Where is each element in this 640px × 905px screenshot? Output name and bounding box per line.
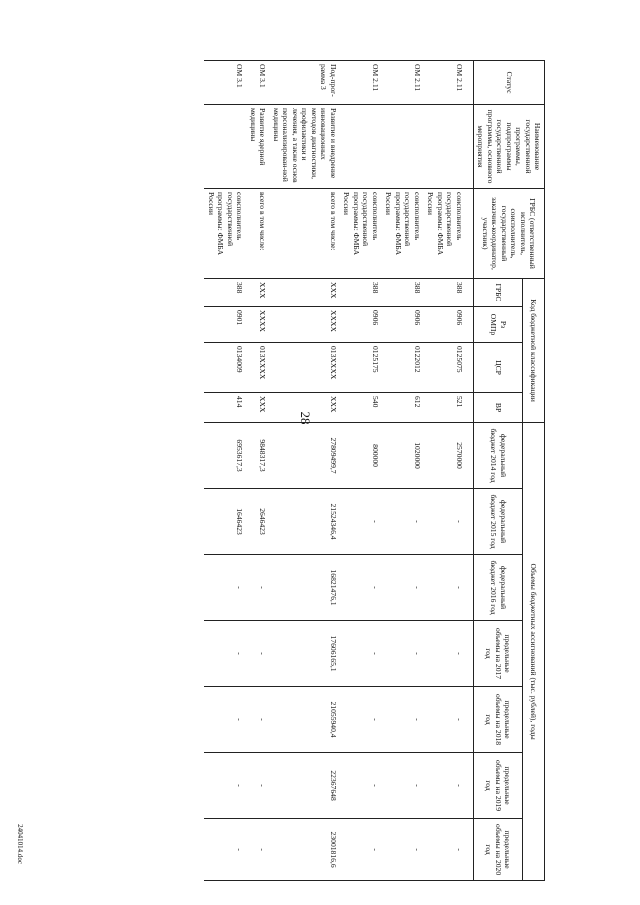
header-grbs: ГРБС (ответственный исполнитель, соисполнитель, государственный заказчик-координатор, участник)	[473, 189, 544, 279]
header-rz: Рз ОМПр	[473, 307, 523, 343]
cell-2017: -	[246, 621, 269, 687]
cell-code: ХХХ	[269, 279, 339, 307]
cell-2015: -	[340, 489, 382, 555]
cell-code: 388	[424, 279, 473, 307]
table-row	[382, 61, 424, 881]
cell-grbs: соисполнитель государственной программы: ФМБА России	[205, 189, 247, 279]
cell-status: ОМ 2.11	[382, 61, 424, 105]
cell-rz: ХХХХ	[246, 307, 269, 343]
table-row	[269, 61, 339, 881]
table-row	[246, 61, 269, 881]
cell-status: ОМ 3.1	[205, 61, 247, 105]
cell-2020: -	[382, 819, 424, 881]
cell-name	[340, 105, 382, 189]
cell-rz: ХХХХ	[269, 307, 339, 343]
cell-code: ХХХ	[246, 279, 269, 307]
cell-grbs: соисполнитель государственной программы: ФМБА России	[382, 189, 424, 279]
cell-2019: 22367648	[269, 753, 339, 819]
cell-2016: -	[246, 555, 269, 621]
cell-2016: -	[382, 555, 424, 621]
cell-2014: 2570000	[424, 423, 473, 489]
cell-2018: -	[382, 687, 424, 753]
cell-name	[424, 105, 473, 189]
cell-csr: 0122012	[382, 343, 424, 393]
cell-2015: 21524346,4	[269, 489, 339, 555]
cell-2017: -	[424, 621, 473, 687]
header-budget-code: Код бюджетной классификации	[523, 279, 545, 423]
cell-2018: -	[205, 687, 247, 753]
header-year-2014: федеральный бюджет 2014 год	[473, 423, 523, 489]
cell-csr: 0125175	[340, 343, 382, 393]
cell-name: Развитие ядерной медицины	[246, 105, 269, 189]
table-row	[424, 61, 473, 881]
cell-grbs: соисполнитель государственной программы: ФМБА России	[340, 189, 382, 279]
header-year-2015: федеральный бюджет 2015 год	[473, 489, 523, 555]
header-status: Статус	[473, 61, 544, 105]
cell-2014: 9848317,3	[246, 423, 269, 489]
cell-2017: -	[205, 621, 247, 687]
cell-2016: -	[424, 555, 473, 621]
cell-grbs: соисполнитель государственной программы: ФМБА России	[424, 189, 473, 279]
cell-csr: 013ХХХХ	[269, 343, 339, 393]
cell-vr: 521	[424, 393, 473, 423]
cell-grbs: всего в том числе:	[246, 189, 269, 279]
cell-2016: 16821476,1	[269, 555, 339, 621]
cell-2017: -	[382, 621, 424, 687]
cell-csr: 013ХХХХ	[246, 343, 269, 393]
cell-rz: 0906	[424, 307, 473, 343]
cell-2020: -	[246, 819, 269, 881]
cell-code: 388	[340, 279, 382, 307]
cell-rz: 0906	[340, 307, 382, 343]
cell-2019: -	[382, 753, 424, 819]
header-csr: ЦСР	[473, 343, 523, 393]
cell-2018: -	[246, 687, 269, 753]
cell-csr: 0134009	[205, 343, 247, 393]
cell-2016: -	[340, 555, 382, 621]
cell-vr: 612	[382, 393, 424, 423]
header-year-2016: федеральный бюджет 2016 год	[473, 555, 523, 621]
table-row	[340, 61, 382, 881]
header-year-2017: предельные объемы на 2017 год	[473, 621, 523, 687]
cell-2018: 21055940,4	[269, 687, 339, 753]
cell-2020: -	[205, 819, 247, 881]
cell-2018: -	[424, 687, 473, 753]
cell-2014: 27809499,7	[269, 423, 339, 489]
header-year-2019: предельные объемы на 2019 год	[473, 753, 523, 819]
cell-2014: 800000	[340, 423, 382, 489]
cell-2015: 2646423	[246, 489, 269, 555]
cell-2015: -	[424, 489, 473, 555]
cell-vr: 540	[340, 393, 382, 423]
cell-2014: 1020000	[382, 423, 424, 489]
cell-code: 388	[382, 279, 424, 307]
cell-name: Развитие и внедрение инновационных методов диагностики, профилактики и лечения, а также основ персонализирован-ной медицины	[269, 105, 339, 189]
header-volumes: Объемы бюджетных ассигнований (тыс. рублей), годы	[523, 423, 545, 881]
cell-2019: -	[246, 753, 269, 819]
cell-name	[205, 105, 247, 189]
table-row	[205, 61, 247, 881]
cell-status: ОМ 3.1	[246, 61, 269, 105]
cell-status: ОМ 2.11	[424, 61, 473, 105]
cell-2015: -	[382, 489, 424, 555]
cell-vr: ХХХ	[269, 393, 339, 423]
cell-status: Под-прог-рамма 3	[269, 61, 339, 105]
page-number: 28	[298, 411, 313, 425]
cell-2018: -	[340, 687, 382, 753]
cell-2017: 17606165,1	[269, 621, 339, 687]
header-year-2020: предельные объемы на 2020 год	[473, 819, 523, 881]
cell-vr: ХХХ	[246, 393, 269, 423]
cell-2020: 23001816,6	[269, 819, 339, 881]
footer-filename: 24041014.doc	[16, 824, 24, 864]
cell-csr: 0125075	[424, 343, 473, 393]
cell-2017: -	[340, 621, 382, 687]
cell-vr: 414	[205, 393, 247, 423]
cell-grbs: всего в том числе:	[269, 189, 339, 279]
cell-2014: 6953617,3	[205, 423, 247, 489]
cell-rz: 0906	[382, 307, 424, 343]
budget-table	[205, 60, 546, 881]
cell-name	[382, 105, 424, 189]
cell-code: 388	[205, 279, 247, 307]
header-name: Наименование государственной программы, подпрограммы государственной программы, основного мероприятия	[473, 105, 544, 189]
budget-table-rotated	[95, 60, 545, 880]
cell-status: ОМ 2.11	[340, 61, 382, 105]
header-grbs-code: ГРБС	[473, 279, 523, 307]
cell-2019: -	[205, 753, 247, 819]
cell-2019: -	[424, 753, 473, 819]
cell-2020: -	[424, 819, 473, 881]
cell-2015: 1646423	[205, 489, 247, 555]
header-year-2018: предельные объемы на 2018 год	[473, 687, 523, 753]
cell-2016: -	[205, 555, 247, 621]
cell-rz: 0901	[205, 307, 247, 343]
header-vr: ВР	[473, 393, 523, 423]
cell-2019: -	[340, 753, 382, 819]
cell-2020: -	[340, 819, 382, 881]
